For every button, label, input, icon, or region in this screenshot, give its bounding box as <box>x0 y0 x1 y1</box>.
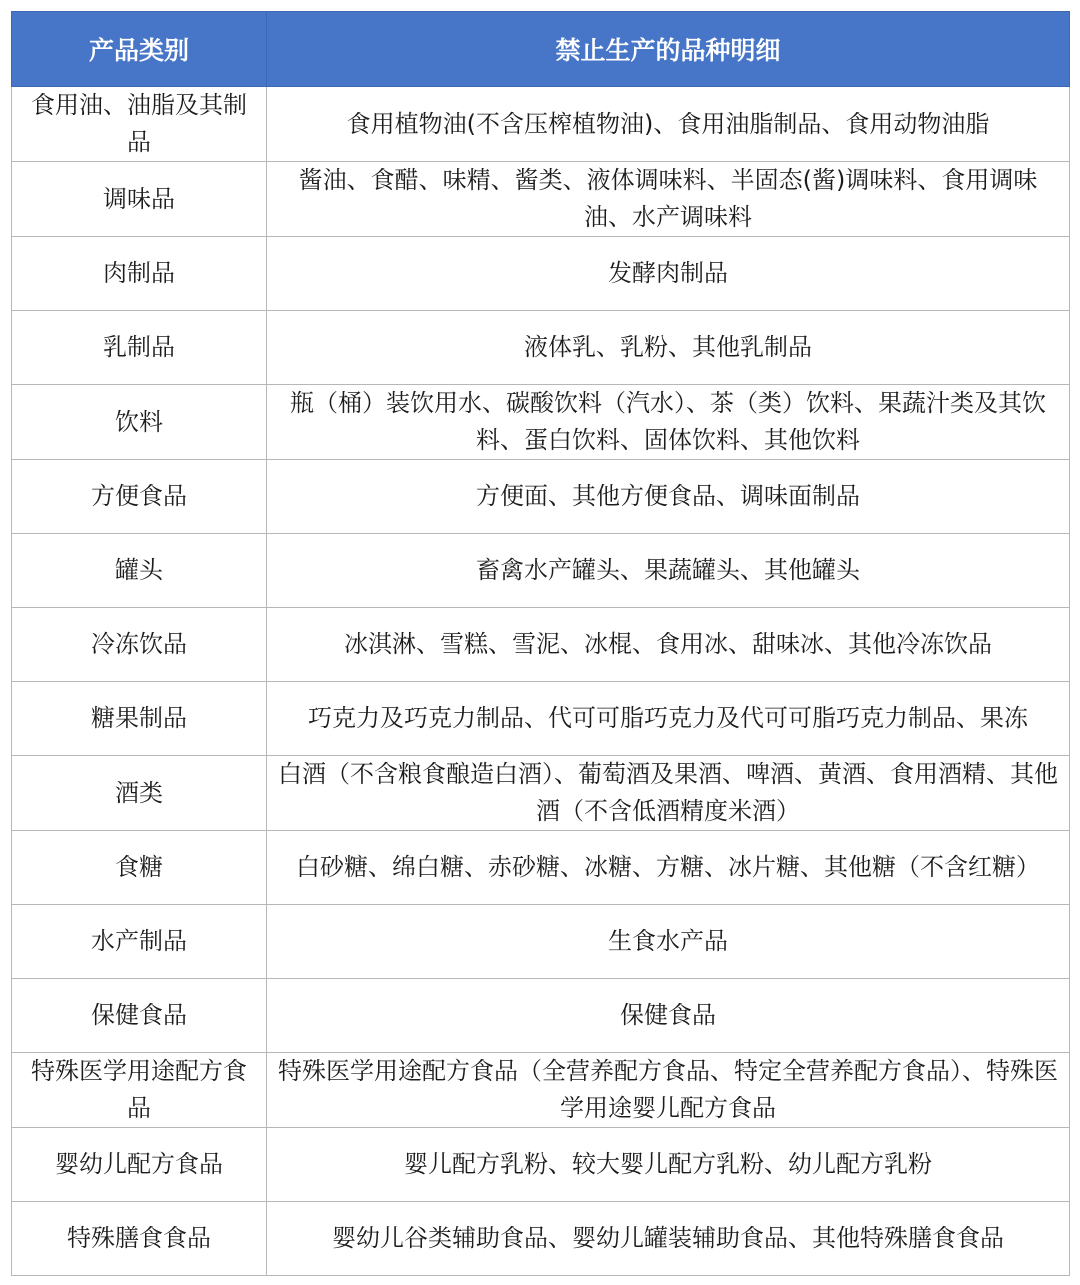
header-row <box>12 12 1070 87</box>
category-cell: 特殊膳食食品 <box>12 1202 267 1276</box>
category-cell: 罐头 <box>12 534 267 608</box>
category-cell: 水产制品 <box>12 905 267 979</box>
category-cell: 特殊医学用途配方食品 <box>12 1053 267 1128</box>
table-row <box>12 608 1070 682</box>
table-row <box>12 682 1070 756</box>
details-cell: 生食水产品 <box>267 905 1070 979</box>
category-cell: 食糖 <box>12 831 267 905</box>
details-cell: 白酒（不含粮食酿造白酒）、葡萄酒及果酒、啤酒、黄酒、食用酒精、其他酒（不含低酒精度米酒） <box>267 756 1070 831</box>
details-cell: 白砂糖、绵白糖、赤砂糖、冰糖、方糖、冰片糖、其他糖（不含红糖） <box>267 831 1070 905</box>
product-ban-table <box>11 11 1070 1276</box>
category-cell: 调味品 <box>12 162 267 237</box>
details-cell: 液体乳、乳粉、其他乳制品 <box>267 311 1070 385</box>
category-cell: 饮料 <box>12 385 267 460</box>
table-row <box>12 162 1070 237</box>
category-cell: 冷冻饮品 <box>12 608 267 682</box>
category-cell: 肉制品 <box>12 237 267 311</box>
header-details: 禁止生产的品种明细 <box>267 12 1070 87</box>
table-row <box>12 756 1070 831</box>
table-row <box>12 237 1070 311</box>
details-cell: 保健食品 <box>267 979 1070 1053</box>
details-cell: 食用植物油(不含压榨植物油)、食用油脂制品、食用动物油脂 <box>267 87 1070 162</box>
table-row <box>12 460 1070 534</box>
category-cell: 食用油、油脂及其制品 <box>12 87 267 162</box>
table-row <box>12 311 1070 385</box>
category-cell: 婴幼儿配方食品 <box>12 1128 267 1202</box>
table-row <box>12 979 1070 1053</box>
table-row <box>12 905 1070 979</box>
table-row <box>12 1053 1070 1128</box>
details-cell: 特殊医学用途配方食品（全营养配方食品、特定全营养配方食品）、特殊医学用途婴儿配方食品 <box>267 1053 1070 1128</box>
category-cell: 保健食品 <box>12 979 267 1053</box>
table-row <box>12 1202 1070 1276</box>
table-row <box>12 534 1070 608</box>
table-row <box>12 1128 1070 1202</box>
header-category: 产品类别 <box>12 12 267 87</box>
details-cell: 巧克力及巧克力制品、代可可脂巧克力及代可可脂巧克力制品、果冻 <box>267 682 1070 756</box>
category-cell: 方便食品 <box>12 460 267 534</box>
table-row <box>12 831 1070 905</box>
details-cell: 瓶（桶）装饮用水、碳酸饮料（汽水）、茶（类）饮料、果蔬汁类及其饮料、蛋白饮料、固体饮料、其他饮料 <box>267 385 1070 460</box>
details-cell: 婴幼儿谷类辅助食品、婴幼儿罐装辅助食品、其他特殊膳食食品 <box>267 1202 1070 1276</box>
details-cell: 冰淇淋、雪糕、雪泥、冰棍、食用冰、甜味冰、其他冷冻饮品 <box>267 608 1070 682</box>
details-cell: 发酵肉制品 <box>267 237 1070 311</box>
details-cell: 畜禽水产罐头、果蔬罐头、其他罐头 <box>267 534 1070 608</box>
table-row <box>12 87 1070 162</box>
table-row <box>12 385 1070 460</box>
details-cell: 方便面、其他方便食品、调味面制品 <box>267 460 1070 534</box>
details-cell: 婴儿配方乳粉、较大婴儿配方乳粉、幼儿配方乳粉 <box>267 1128 1070 1202</box>
category-cell: 乳制品 <box>12 311 267 385</box>
category-cell: 酒类 <box>12 756 267 831</box>
category-cell: 糖果制品 <box>12 682 267 756</box>
details-cell: 酱油、食醋、味精、酱类、液体调味料、半固态(酱)调味料、食用调味油、水产调味料 <box>267 162 1070 237</box>
